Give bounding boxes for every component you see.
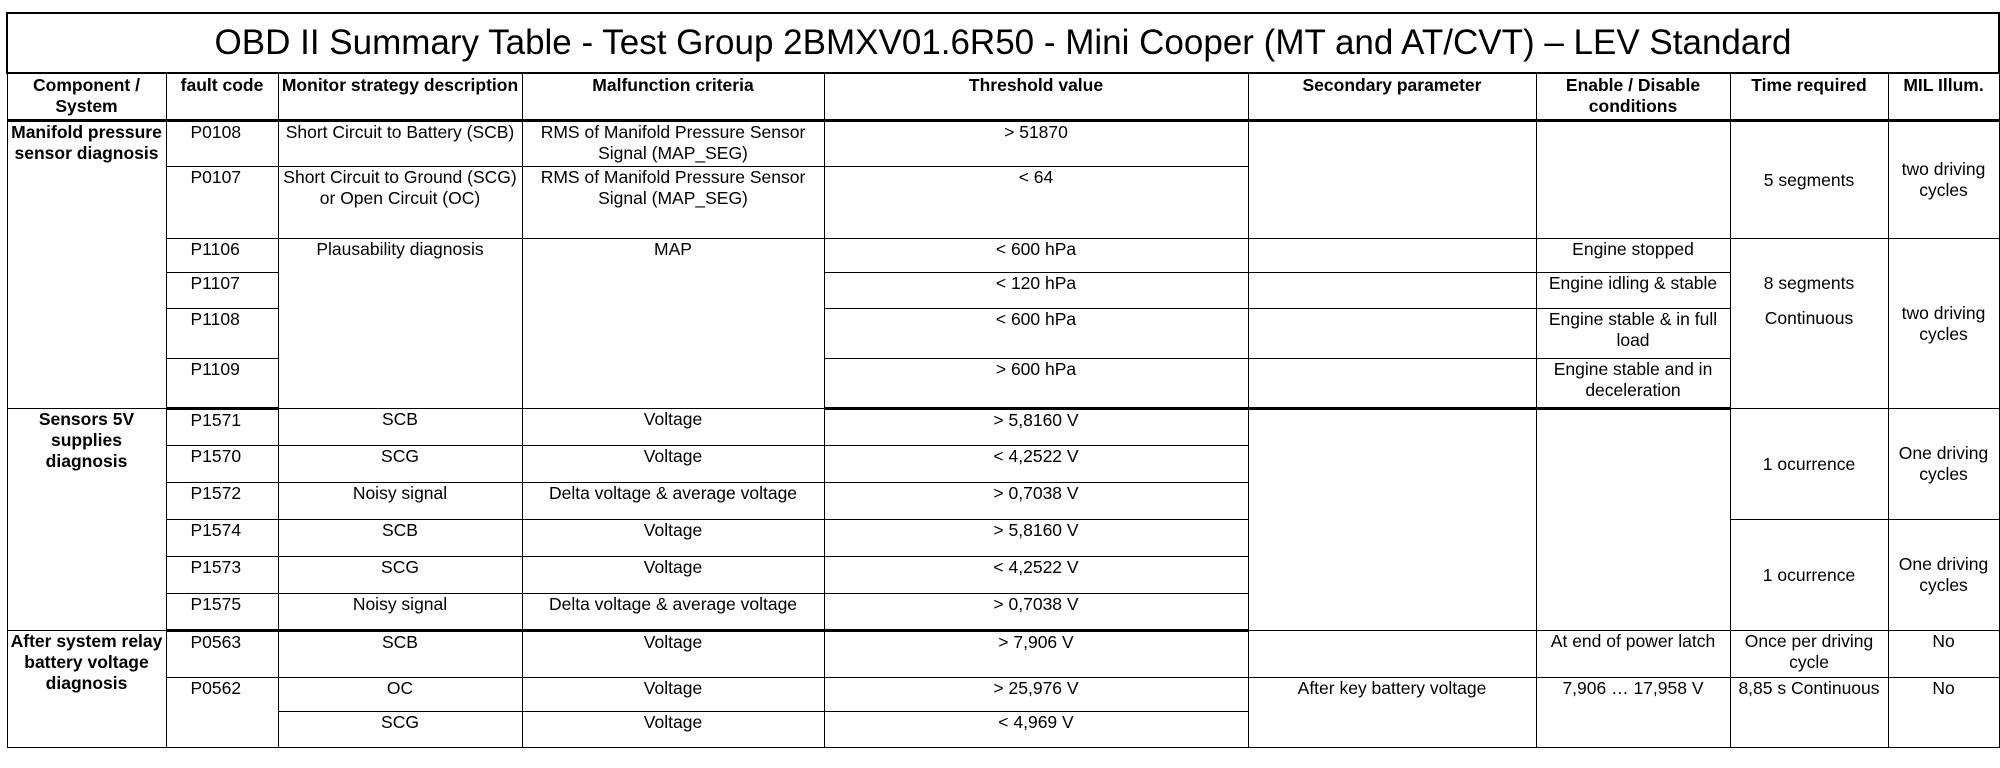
header-enable-conditions: Enable / Disable conditions — [1536, 73, 1730, 121]
enable-cell: 7,906 … 17,958 V — [1536, 678, 1730, 748]
fault-code-cell: P1573 — [166, 557, 278, 594]
secondary-cell — [1248, 121, 1536, 239]
threshold-cell: < 4,969 V — [824, 712, 1248, 748]
malfunction-cell: Voltage — [522, 631, 824, 678]
threshold-cell: > 0,7038 V — [824, 483, 1248, 520]
secondary-cell — [1248, 359, 1536, 409]
time-cell: Once per driving cycle — [1730, 631, 1888, 678]
enable-cell: At end of power latch — [1536, 631, 1730, 678]
malfunction-cell: Delta voltage & average voltage — [522, 483, 824, 520]
header-mil-illum: MIL Illum. — [1888, 73, 1999, 121]
malfunction-cell: MAP — [522, 239, 824, 409]
enable-cell: Engine stopped — [1536, 239, 1730, 273]
fault-code-cell: P1570 — [166, 446, 278, 483]
threshold-cell: < 600 hPa — [824, 309, 1248, 359]
table-row — [7, 239, 1999, 273]
mil-cell: No — [1888, 631, 1999, 678]
obd-summary-document — [6, 12, 1998, 748]
threshold-cell: > 5,8160 V — [824, 520, 1248, 557]
monitor-cell: Plausability diagnosis — [278, 239, 522, 409]
fault-code-cell: P1107 — [166, 273, 278, 309]
fault-code-cell: P0562 — [166, 678, 278, 748]
enable-cell: Engine idling & stable — [1536, 273, 1730, 309]
header-monitor-strategy: Monitor strategy description — [278, 73, 522, 121]
header-fault-code: fault code — [166, 73, 278, 121]
secondary-cell — [1248, 309, 1536, 359]
monitor-cell: SCB — [278, 520, 522, 557]
malfunction-cell: Delta voltage & average voltage — [522, 594, 824, 631]
threshold-cell: < 600 hPa — [824, 239, 1248, 273]
threshold-cell: > 51870 — [824, 121, 1248, 167]
secondary-cell — [1248, 409, 1536, 631]
threshold-cell: > 600 hPa — [824, 359, 1248, 409]
malfunction-cell: Voltage — [522, 409, 824, 446]
fault-code-cell: P1109 — [166, 359, 278, 409]
time-cell: 1 ocurrence — [1730, 520, 1888, 631]
table-row — [7, 121, 1999, 167]
threshold-cell: < 120 hPa — [824, 273, 1248, 309]
mil-cell: No — [1888, 678, 1999, 748]
fault-code-cell: P0108 — [166, 121, 278, 167]
threshold-cell: < 4,2522 V — [824, 557, 1248, 594]
mil-cell: two driving cycles — [1888, 121, 1999, 239]
time-cell: 1 ocurrence — [1730, 409, 1888, 520]
header-component: Component / System — [7, 73, 166, 121]
malfunction-cell: Voltage — [522, 712, 824, 748]
threshold-cell: > 7,906 V — [824, 631, 1248, 678]
monitor-cell: SCB — [278, 631, 522, 678]
mil-cell: One driving cycles — [1888, 520, 1999, 631]
mil-cell: One driving cycles — [1888, 409, 1999, 520]
header-time-required: Time required — [1730, 73, 1888, 121]
secondary-cell — [1248, 239, 1536, 273]
monitor-cell: SCB — [278, 409, 522, 446]
time-line: 8 segments — [1763, 273, 1855, 293]
secondary-cell — [1248, 273, 1536, 309]
fault-code-cell: P1106 — [166, 239, 278, 273]
fault-code-cell: P1572 — [166, 483, 278, 520]
table-title: OBD II Summary Table - Test Group 2BMXV01.6R50 - Mini Cooper (MT and AT/CVT) – LEV Standard — [7, 13, 1999, 73]
time-line: Continuous — [1764, 308, 1854, 328]
malfunction-cell: Voltage — [522, 520, 824, 557]
monitor-cell: SCG — [278, 557, 522, 594]
component-cell: Sensors 5V supplies diagnosis — [7, 409, 166, 631]
malfunction-cell: RMS of Manifold Pressure Sensor Signal (MAP_SEG) — [522, 121, 824, 167]
component-cell: Manifold pressure sensor diagnosis — [7, 121, 166, 409]
table-row — [7, 409, 1999, 446]
malfunction-cell: Voltage — [522, 557, 824, 594]
time-cell — [1730, 239, 1888, 409]
table-row — [7, 678, 1999, 712]
component-cell: After system relay battery voltage diagnosis — [7, 631, 166, 748]
secondary-cell: After key battery voltage — [1248, 678, 1536, 748]
time-cell: 8,85 s Continuous — [1730, 678, 1888, 748]
threshold-cell: > 5,8160 V — [824, 409, 1248, 446]
header-threshold-value: Threshold value — [824, 73, 1248, 121]
monitor-cell: SCG — [278, 712, 522, 748]
threshold-cell: < 64 — [824, 167, 1248, 239]
malfunction-cell: Voltage — [522, 446, 824, 483]
malfunction-cell: Voltage — [522, 678, 824, 712]
threshold-cell: > 0,7038 V — [824, 594, 1248, 631]
fault-code-cell: P0107 — [166, 167, 278, 239]
monitor-cell: OC — [278, 678, 522, 712]
fault-code-cell: P0563 — [166, 631, 278, 678]
monitor-cell: Noisy signal — [278, 483, 522, 520]
malfunction-cell: RMS of Manifold Pressure Sensor Signal (MAP_SEG) — [522, 167, 824, 239]
fault-code-cell: P1575 — [166, 594, 278, 631]
enable-cell: Engine stable and in deceleration — [1536, 359, 1730, 409]
monitor-cell: Short Circuit to Battery (SCB) — [278, 121, 522, 167]
enable-cell — [1536, 409, 1730, 631]
time-cell: 5 segments — [1730, 121, 1888, 239]
monitor-cell: Noisy signal — [278, 594, 522, 631]
enable-cell — [1536, 121, 1730, 239]
fault-code-cell: P1571 — [166, 409, 278, 446]
monitor-cell: Short Circuit to Ground (SCG) or Open Circuit (OC) — [278, 167, 522, 239]
header-malfunction-criteria: Malfunction criteria — [522, 73, 824, 121]
fault-code-cell: P1574 — [166, 520, 278, 557]
table-row — [7, 631, 1999, 678]
mil-cell: two driving cycles — [1888, 239, 1999, 409]
header-secondary-parameter: Secondary parameter — [1248, 73, 1536, 121]
threshold-cell: < 4,2522 V — [824, 446, 1248, 483]
obd-summary-table — [6, 12, 2000, 748]
enable-cell: Engine stable & in full load — [1536, 309, 1730, 359]
secondary-cell — [1248, 631, 1536, 678]
fault-code-cell: P1108 — [166, 309, 278, 359]
monitor-cell: SCG — [278, 446, 522, 483]
header-row — [7, 73, 1999, 121]
threshold-cell: > 25,976 V — [824, 678, 1248, 712]
